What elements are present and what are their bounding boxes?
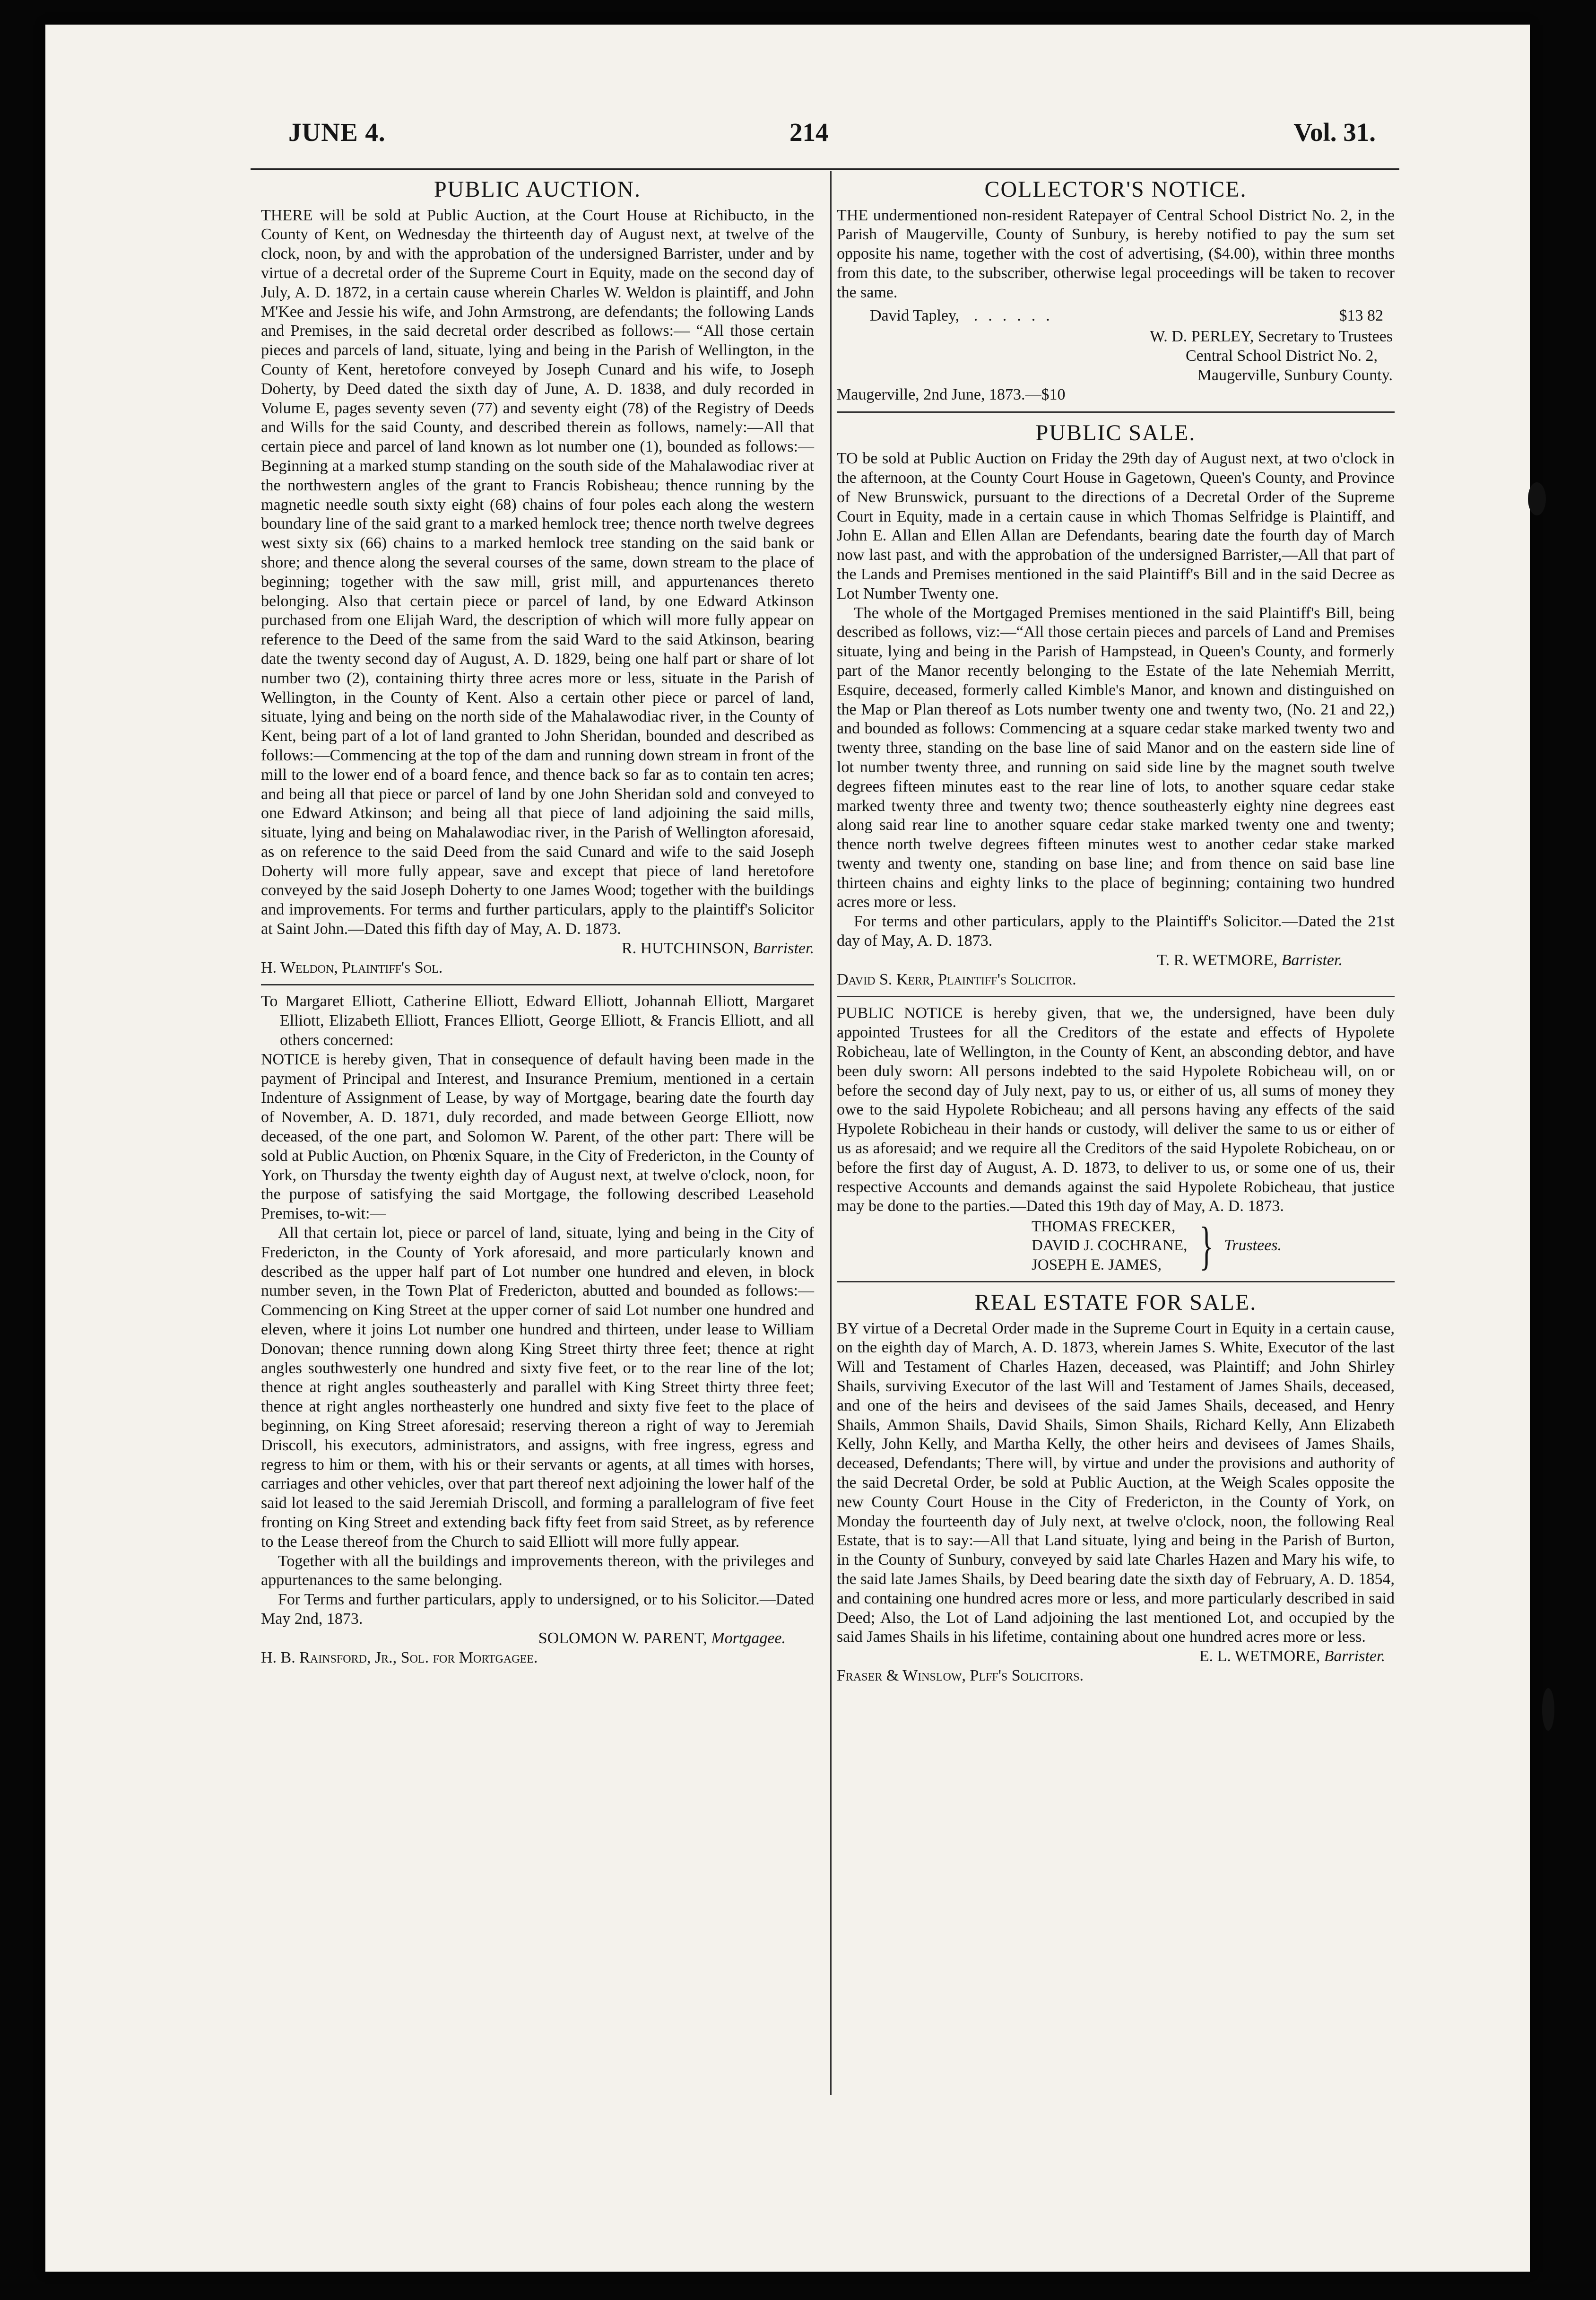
trustee-3: JOSEPH E. JAMES, [1032,1256,1162,1273]
margin-blot [1542,1688,1554,1731]
trustees-signature-block [1032,1217,1395,1274]
public-sale-solicitor: David S. Kerr, Plaintiff's Solicitor. [837,970,1076,988]
section-rule [837,411,1395,413]
ratepayer-name: David Tapley, [870,306,960,324]
section-rule [837,996,1395,997]
trustees-label: Trustees. [1224,1237,1282,1255]
public-auction-title: PUBLIC AUCTION. [434,177,642,202]
real-estate-solicitor: Fraser & Winslow, Plff's Solicitors. [837,1666,1084,1684]
public-sale-body-2: The whole of the Mortgaged Premises mentioned in the said Plaintiff's Bill, being described as follows, viz:—“All those certain pieces and parcels of Land and Premises situate, lying and being in the Parish of Hampstead, in Queen's County, and formerly part of the Manor recently belonging to the Estate of the late Nehemiah Merritt, Esquire, deceased, formerly called Kimble's Manor, and known and distinguished on the Map or Plan thereof as Lots number twenty one and twenty two, (No. 21 and 22,) and bounded as follows: Commencing at a square cedar stake marked twenty two and twenty three, standing on the base line of said Manor and on the eastern side line of lot number twenty three, and running on said side line by the magnet south twelve degrees fifteen minutes east to the rear line of lots, to another square cedar stake marked twenty three and twenty two; thence southeasterly eighty nine degrees east along said rear line to another square cedar stake marked twenty one and twenty; thence north twelve degrees fifteen minutes west to another cedar stake marked twenty and twenty one, standing on base line; and from thence on said base line thirteen chains and eighty links to the place of beginning; containing two hundred acres more or less. [837,604,1395,911]
header-date: JUNE 4. [288,118,386,147]
public-auction-signer: R. HUTCHINSON, [621,939,749,957]
elliott-signature [261,1629,786,1648]
trustee-names [1032,1217,1187,1274]
ratepayer-row [837,306,1395,326]
header-page-number: 214 [789,118,829,147]
collectors-notice-title: COLLECTOR'S NOTICE. [984,177,1247,202]
elliott-property-description: All that certain lot, piece or parcel of land, situate, lying and being in the City of Fredericton, in the County of York aforesaid, and more particularly known and described as the upper half part of Lot number one hundred and eleven, in block number seven, in the Town Plat of Fredericton, abutted and bounded as follows:—Commencing on King Street at the upper corner of said Lot number one hundred and eleven, where it joins Lot number one hundred and thirteen, under lease to William Donovan; thence running down along King Street thirty three feet; thence at right angles southwesterly one hundred and sixty five feet, or to the rear line of the lot; thence at right angles southeasterly and parallel with King Street thirty three feet; thence at right angles northeasterly one hundred and sixty five feet to the place of beginning, on King Street aforesaid; reserving thereon a right of way to Jeremiah Driscoll, his executors, administrators, and assigns, with free ingress, egress and regress to him or them, with his or their servants or agents, at all times with horses, carriages and other vehicles, over that part thereof next adjoining the lower half of the said lot leased to the said Jeremiah Driscoll, and forming a parallelogram of five feet fronting on King Street and extending back fifty feet from said Street, as by reference to the Lease thereof from the Church to said Elliott will more fully appear. [261,1224,814,1551]
section-rule [837,1281,1395,1282]
real-estate-notice [837,1289,1395,1686]
trustee-2: DAVID J. COCHRANE, [1032,1237,1188,1255]
public-sale-notice [837,419,1395,990]
public-sale-signer: T. R. WETMORE, [1157,951,1278,969]
elliott-signer: SOLOMON W. PARENT, [538,1629,707,1647]
elliott-signer-role: Mortgagee. [711,1629,786,1647]
trustee-1: THOMAS FRECKER, [1032,1218,1176,1236]
robicheau-notice-body: PUBLIC NOTICE is hereby given, that we, the undersigned, have been duly appointed Trustees for all the Creditors of the estate and effects of Hypolete Robicheau, late of Wellington, in the County of Kent, an absconding debtor, and have been duly sworn: All persons indebted to the said Hypolete Robicheau will, on or before the second day of July next, pay to us, or either of us, all sums of money they owe to the said Hypolete Robicheau; and all persons having any effects of the said Hypolete Robicheau in their hands or custody, will deliver the same to us or either of us as aforesaid; and we require all the Creditors of the said Hypolete Robicheau, on or before the first day of August, A. D. 1873, to deliver to us, or some one of us, their respective Accounts and demands against the said Hypolete Robicheau, that justice may be done to the parties.—Dated this 19th day of May, A. D. 1873. [837,1004,1395,1215]
collector-sig-line-2: Central School District No. 2, [1185,347,1378,365]
real-estate-signer: E. L. WETMORE, [1199,1647,1320,1665]
ratepayer-dots: ...... [973,306,1060,324]
column-divider [830,171,832,2095]
right-column [837,176,1395,1692]
margin-blot [1528,482,1546,515]
collectors-notice-body: THE undermentioned non-resident Ratepayer of Central School District No. 2, in the Parish of Maugerville, County of Sunbury, is hereby notified to pay the sum set opposite his name, together with the cost of advertising, ($4.00), within three months from this date, to the subscriber, otherwise legal proceedings will be taken to recover the same. [837,206,1395,301]
public-sale-signer-role: Barrister. [1281,951,1343,969]
real-estate-body: BY virtue of a Decretal Order made in the Supreme Court in Equity in a certain cause, on the eighth day of March, A. D. 1873, wherein James S. White, Executor of the last Will and Testament of Charles Hazen, deceased, was Plaintiff; and John Shirley Shails, surviving Executor of the last Will and Testament of James Shails, deceased, and one of the heirs and devisees of the said James Shails, deceased, and Henry Shails, Ammon Shails, David Shails, Simon Shails, Richard Kelly, Ann Elizabeth Kelly, John Kelly, and Martha Kelly, the other heirs and devisees of James Shails, deceased, Defendants; There will, by virtue and under the provisions and authority of the said Decretal Order, be sold at Public Auction, at the Weigh Scales opposite the new County Court House in the City of Fredericton, in the County of York, on Monday the fourteenth day of July next, at twelve o'clock, noon, the following Real Estate, that is to say:—All that Land situate, lying and being in the Parish of Burton, in the County of Sunbury, conveyed by said late Charles Hazen and Mary his wife, to the said late James Shails, by Deed bearing date the sixth day of February, A. D. 1854, and containing one hundred acres more or less, and more particularly described in said Deed; Also, the Lot of Land adjoining the last mentioned Lot, and occupied by the said James Shails in his lifetime, containing about one hundred acres more or less. [837,1319,1395,1646]
public-auction-notice [261,176,814,977]
public-sale-body-1: TO be sold at Public Auction on Friday the 29th day of August next, at two o'clock in the afternoon, at the County Court House in Gagetown, Queen's County, and Province of New Brunswick, pursuant to the directions of a Decretal Order of the Supreme Court in Equity, made in a certain cause in which Thomas Selfridge is Plaintiff, and John E. Allan and Ellen Allan are Defendants, bearing date the fourth day of March now last past, and with the approbation of the undersigned Barrister,—All that part of the Lands and Premises mentioned in the said Plaintiff's Bill and in the said Decree as Lot Number Twenty one. [837,450,1395,602]
elliott-terms: For Terms and further particulars, apply to undersigned, or to his Solicitor.—Dated May 2nd, 1873. [261,1591,814,1628]
real-estate-signer-role: Barrister. [1324,1647,1385,1665]
header-volume: Vol. 31. [1293,118,1376,147]
public-sale-title: PUBLIC SALE. [1035,420,1196,445]
collectors-notice [837,176,1395,405]
elliott-addressee: To Margaret Elliott, Catherine Elliott, Edward Elliott, Johannah Elliott, Margaret Elliott, Elizabeth Elliott, Frances Elliott, George Elliott, & Francis Elliott, and all others concerned: [261,993,814,1049]
public-sale-signature [837,951,1343,970]
elliott-notice-text: NOTICE is hereby given, That in consequence of default having been made in the payment of Principal and Interest, and Insurance Premium, mentioned in a certain Indenture of Assignment of Lease, by way of Mortgage, bearing date the fourth day of November, A. D. 1871, duly recorded, and made between George Elliott, now deceased, of the one part, and Solomon W. Parent, of the other part: There will be sold at Public Auction, on Phœnix Square, in the City of Fredericton, in the County of York, on Thursday the twenty eighth day of August next, at twelve o'clock, noon, for the purpose of satisfying the said Mortgage, the following described Leasehold Premises, to-wit:— [261,1050,814,1223]
collector-sig-line-3: Maugerville, Sunbury County. [1197,366,1393,384]
public-auction-signer-role: Barrister. [753,939,814,957]
elliott-solicitor: H. B. Rainsford, Jr., Sol. for Mortgagee. [261,1648,538,1666]
public-auction-solicitor: H. Weldon, Plaintiff's Sol. [261,958,443,976]
elliott-mortgage-notice [261,992,814,1667]
real-estate-title: REAL ESTATE FOR SALE. [974,1289,1257,1315]
public-auction-signature [261,939,814,958]
page-header [288,117,1376,160]
elliott-together: Together with all the buildings and improvements thereon, with the privileges and appurtenances to the same belonging. [261,1552,814,1589]
section-rule [261,984,814,985]
collector-dateline: Maugerville, 2nd June, 1873.—$10 [837,385,1066,403]
brace-glyph: } [1199,1216,1214,1275]
left-column [261,176,814,1674]
header-rule [251,168,1399,170]
collector-sig-line-1: W. D. PERLEY, Secretary to Trustees [1150,328,1393,346]
public-auction-body: THERE will be sold at Public Auction, at the Court House at Richibucto, in the County of Kent, on Wednesday the thirteenth day of August next, at twelve of the clock, noon, by and with the approbation of the undersigned Barrister, under and by virtue of a decretal order of the Supreme Court in Equity, made on the second day of July, A. D. 1872, in a certain cause wherein Charles W. Weldon is plaintiff, and John M'Kee and Jessie his wife, and John Armstrong, are defendants; the following Lands and Premises, in the said decretal order described as follows:— “All those certain pieces and parcels of land, situate, lying and being in the Parish of Wellington, in the County of Kent, heretofore conveyed by Joseph Cunard and his wife, to Joseph Doherty, by Deed dated the sixth day of June, A. D. 1838, and duly recorded in Volume E, pages seventy seven (77) and seventy eight (78) of the Registry of Deeds and Wills for the said County, and described therein as follows, namely:—All that certain piece and parcel of land known as lot number one (1), bounded as follows:—Beginning at a marked stump standing on the south side of the Mahalawodiac river at the northwestern angles of the grant to Francis Robisheau; thence running by the magnetic needle south sixty eight (68) chains of four poles each along the western boundary line of the said grant to a marked hemlock tree; thence north twelve degrees west sixty six (66) chains to a marked hemlock tree standing on the said bank or shore; and thence along the several courses of the same, down stream to the place of beginning; together with the saw mill, grist mill, and appurtenances thereto belonging. Also that certain piece or parcel of land, by one Edward Atkinson purchased from one Elijah Ward, the description of which will more fully appear on reference to the Deed of the same from the said Ward to the said Atkinson, bearing date the twenty second day of August, A. D. 1829, being one half part or share of lot number two (2), containing thirty three acres more or less, situate in the Parish of Wellington, in the County of Kent. Also a certain other piece or parcel of land, situate, lying and being on the north side of the Mahalawodiac river, in the County of Kent, being part of a lot of land granted to John Sheridan, bounded and described as follows:—Commencing at the top of the dam and running down stream in front of the mill to the lower end of a board fence, and thence back so far as to contain ten acres; and being all that piece or parcel of land by one John Sheridan sold and conveyed to one Edward Atkinson; and being all that piece of land adjoining the said mills, situate, lying and being on Mahalawodiac river, in the Parish of Wellington aforesaid, as on reference to the said Deed from the said Cunard and wife to the said Joseph Doherty will more fully appear, save and except that piece of land heretofore conveyed by the said Joseph Doherty to one James Wood; together with the buildings and improvements. For terms and further particulars, apply to the plaintiff's Solicitor at Saint John.—Dated this fifth day of May, A. D. 1873. [261,206,814,938]
public-sale-body-3: For terms and other particulars, apply to the Plaintiff's Solicitor.—Dated the 21st day of May, A. D. 1873. [837,913,1395,950]
real-estate-signature [837,1647,1385,1666]
robicheau-trustees-notice [837,1004,1395,1274]
ratepayer-amount: $13 82 [1339,306,1383,324]
